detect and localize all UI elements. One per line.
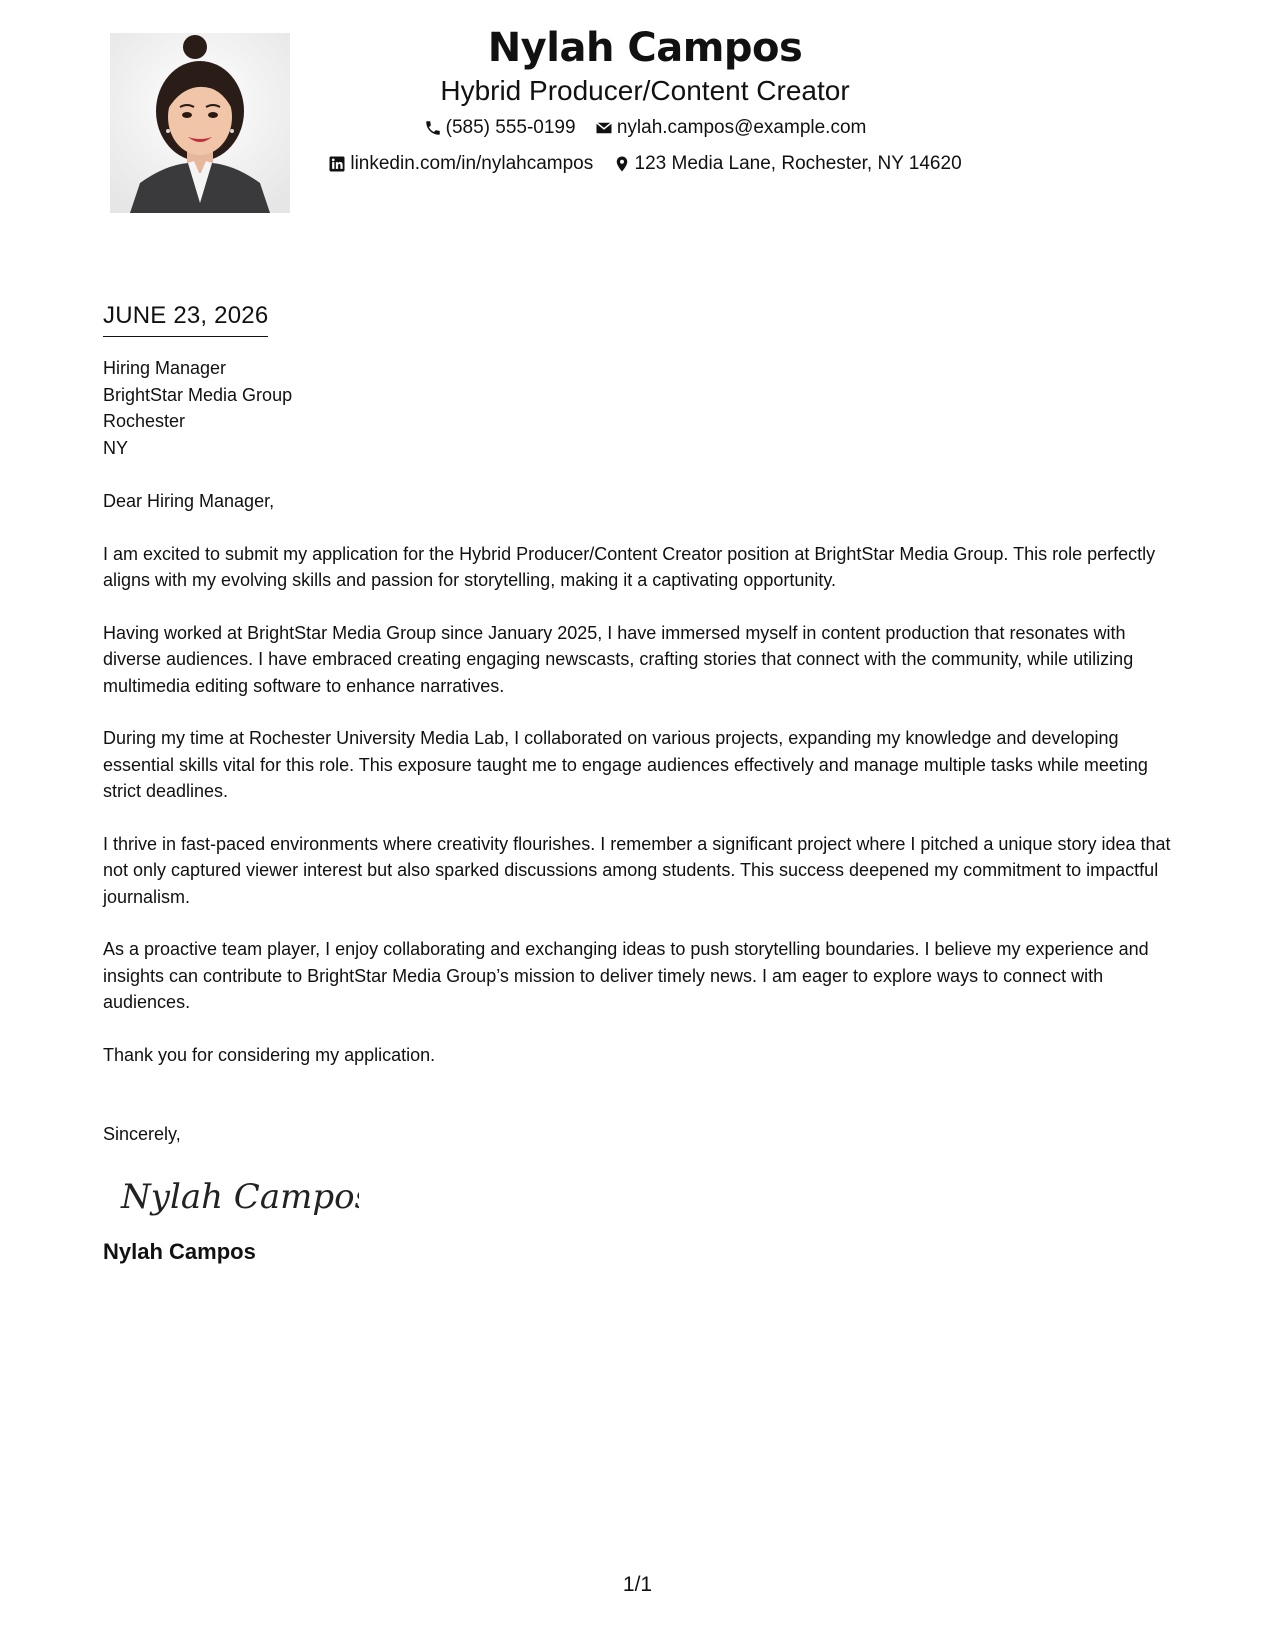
body-paragraph: I am excited to submit my application for the Hybrid Producer/Content Creator position at BrightStar Media Group. This role perfectly aligns with my evolving skills and passion for storytelling, making it a captivating opportunity.: [103, 543, 1156, 590]
signature-image: [119, 1168, 359, 1224]
thanks-line: Thank you for considering my application.: [103, 1044, 436, 1065]
contact-address: [613, 152, 962, 176]
body-paragraph: During my time at Rochester University Media Lab, I collaborated on various projects, expanding my knowledge and developing essential skills vital for this role. This exposure taught me to engage audiences effectively and manage multiple tasks while meeting strict deadlines.: [103, 728, 1148, 801]
linkedin-text[interactable]: linkedin.com/in/nylahcampos: [350, 153, 594, 174]
letter-body: [103, 298, 1183, 1266]
envelope-icon: [595, 119, 613, 137]
body-paragraph: As a proactive team player, I enjoy collaborating and exchanging ideas to push storytelling boundaries. I believe my experience and insights can contribute to BrightStar Media Group’s mission to deliver timely news. I am eager to explore ways to connect with audiences.: [103, 939, 1149, 1012]
contact-line-1: [300, 116, 990, 144]
job-title: Hybrid Producer/Content Creator: [440, 75, 850, 106]
email-text[interactable]: nylah.campos@example.com: [616, 117, 867, 138]
contact-linkedin[interactable]: [328, 152, 593, 176]
page-number: 1/1: [622, 1573, 653, 1596]
header: [300, 22, 990, 180]
body-paragraph: I thrive in fast-paced environments where creativity flourishes. I remember a significant project where I pitched a unique story idea that not only captured viewer interest but also sparked discussions among students. This success deepened my commitment to impactful journalism.: [103, 833, 1171, 907]
contact-line-2: [300, 152, 990, 180]
map-pin-icon: [613, 155, 631, 173]
contact-email[interactable]: [595, 116, 867, 140]
recipient-block: [103, 355, 1183, 461]
salutation: Dear Hiring Manager,: [103, 491, 275, 511]
recipient-line: Rochester: [103, 411, 186, 431]
recipient-line: NY: [103, 437, 129, 458]
closing: Sincerely,: [103, 1124, 181, 1144]
candidate-name: Nylah Campos: [487, 25, 803, 71]
address-text: 123 Media Lane, Rochester, NY 14620: [634, 153, 962, 174]
recipient-line: Hiring Manager: [103, 358, 227, 378]
phone-icon: [424, 119, 442, 137]
signature-name: Nylah Campos: [103, 1238, 256, 1264]
body-paragraph: Having worked at BrightStar Media Group since January 2025, I have immersed myself in content production that resonates with diverse audiences. I have embraced creating engaging newscasts, crafting stories that connect with the community, while utilizing multimedia editing software to enhance narratives.: [103, 622, 1134, 696]
contact-phone: [424, 116, 576, 140]
profile-photo: [110, 33, 290, 213]
letter-date: JUNE 23, 2026: [103, 298, 268, 337]
phone-text: (585) 555-0199: [445, 117, 576, 138]
recipient-line: BrightStar Media Group: [103, 384, 293, 405]
signature-script: Nylah Campos: [121, 1176, 359, 1217]
linkedin-icon: [328, 155, 346, 173]
